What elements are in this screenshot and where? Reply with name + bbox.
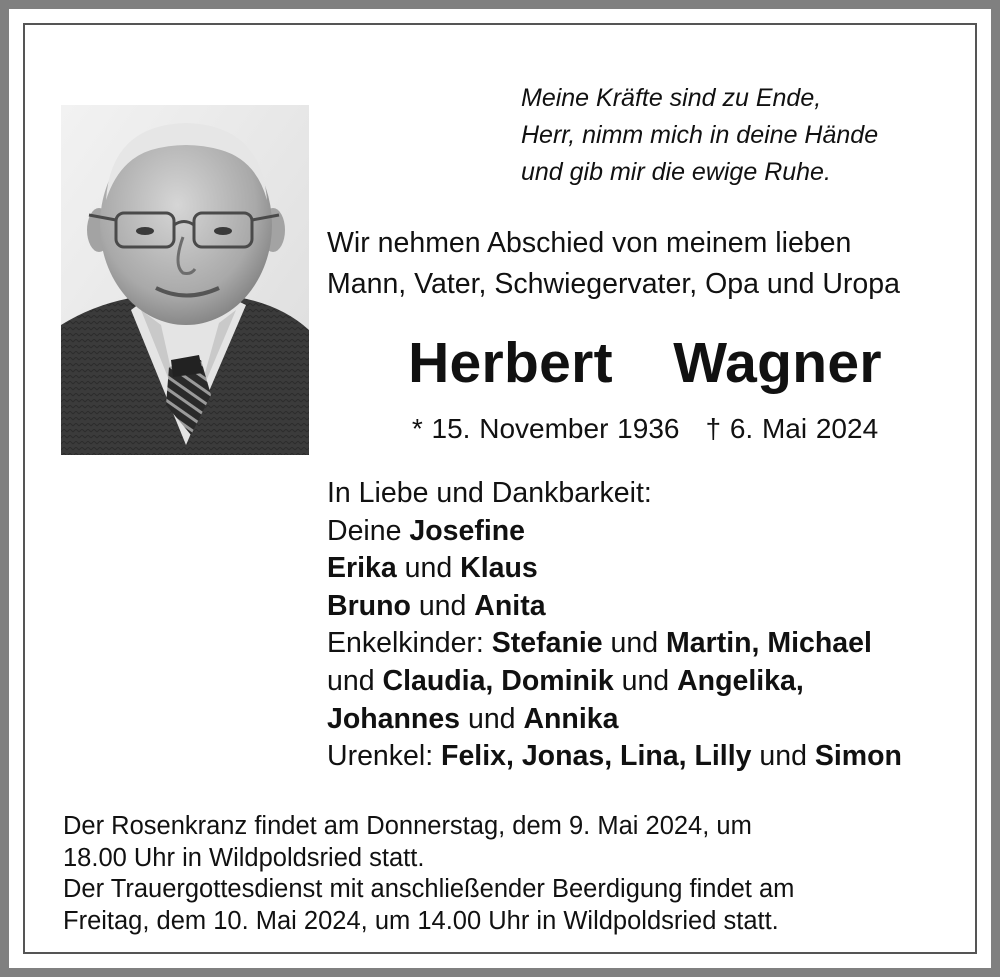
family-text: Urenkel: (327, 740, 442, 773)
family-text: Deine (327, 514, 410, 547)
family-line (327, 663, 1000, 701)
family-member-name: Martin, Michael (666, 627, 872, 660)
family-member-name: Erika (327, 552, 397, 585)
family-member-name: Josefine (409, 514, 526, 547)
family-text: und (460, 702, 524, 735)
family-member-name: Johannes (327, 702, 461, 735)
service-details (63, 811, 993, 937)
life-dates (315, 413, 975, 445)
family-member-name: Klaus (460, 552, 538, 585)
portrait-image (61, 105, 309, 455)
family-text: und (613, 664, 678, 697)
family-member-name: Anita (474, 589, 546, 622)
intro-line: Mann, Vater, Schwiegervater, Opa und Uropa (327, 268, 900, 300)
family-line (327, 701, 1000, 739)
verse-line: Meine Kräfte sind zu Ende, (521, 84, 822, 112)
family-text: und (396, 552, 461, 585)
obituary-card (9, 9, 991, 968)
verse-line: und gib mir die ewige Ruhe. (521, 158, 831, 186)
obituary-frame (23, 23, 977, 954)
family-line (327, 513, 1000, 551)
family-line (327, 550, 1000, 588)
service-line: 18.00 Uhr in Wildpoldsried statt. (63, 843, 425, 872)
service-line: Der Trauergottesdienst mit anschließender Beerdigung findet am (63, 875, 795, 903)
family-member-name: Angelika, (677, 664, 804, 697)
family-member-name: Bruno (327, 589, 411, 622)
family-member-name: Simon (814, 740, 902, 773)
family-text: und (410, 589, 475, 622)
family-line (327, 738, 1000, 776)
death-date: † 6. Mai 2024 (705, 413, 879, 444)
deceased-name: Herbert Wagner (408, 331, 882, 395)
service-line: Der Rosenkranz findet am Donnerstag, dem 9. Mai 2024, um (63, 812, 752, 840)
intro-line: Wir nehmen Abschied von meinem lieben (327, 227, 852, 259)
family-line (327, 588, 1000, 626)
family-text: und (327, 664, 383, 697)
family-member-name: Stefanie (491, 627, 603, 660)
intro-text (327, 223, 987, 305)
birth-date: * 15. November 1936 (411, 413, 680, 444)
portrait-photo (61, 105, 309, 455)
family-heading: In Liebe und Dankbarkeit: (327, 477, 652, 509)
family-text: und (602, 627, 667, 660)
verse (521, 80, 981, 191)
family-list (327, 475, 1000, 776)
family-line (327, 625, 1000, 663)
family-member-name: Claudia, Dominik (382, 664, 614, 697)
service-line: Freitag, dem 10. Mai 2024, um 14.00 Uhr in Wildpoldsried statt. (63, 906, 779, 935)
family-member-name: Annika (523, 702, 619, 735)
family-text: und (751, 740, 815, 773)
family-member-name: Felix, Jonas, Lina, Lilly (441, 740, 752, 773)
family-text: Enkelkinder: (327, 627, 492, 660)
verse-line: Herr, nimm mich in deine Hände (521, 121, 879, 149)
